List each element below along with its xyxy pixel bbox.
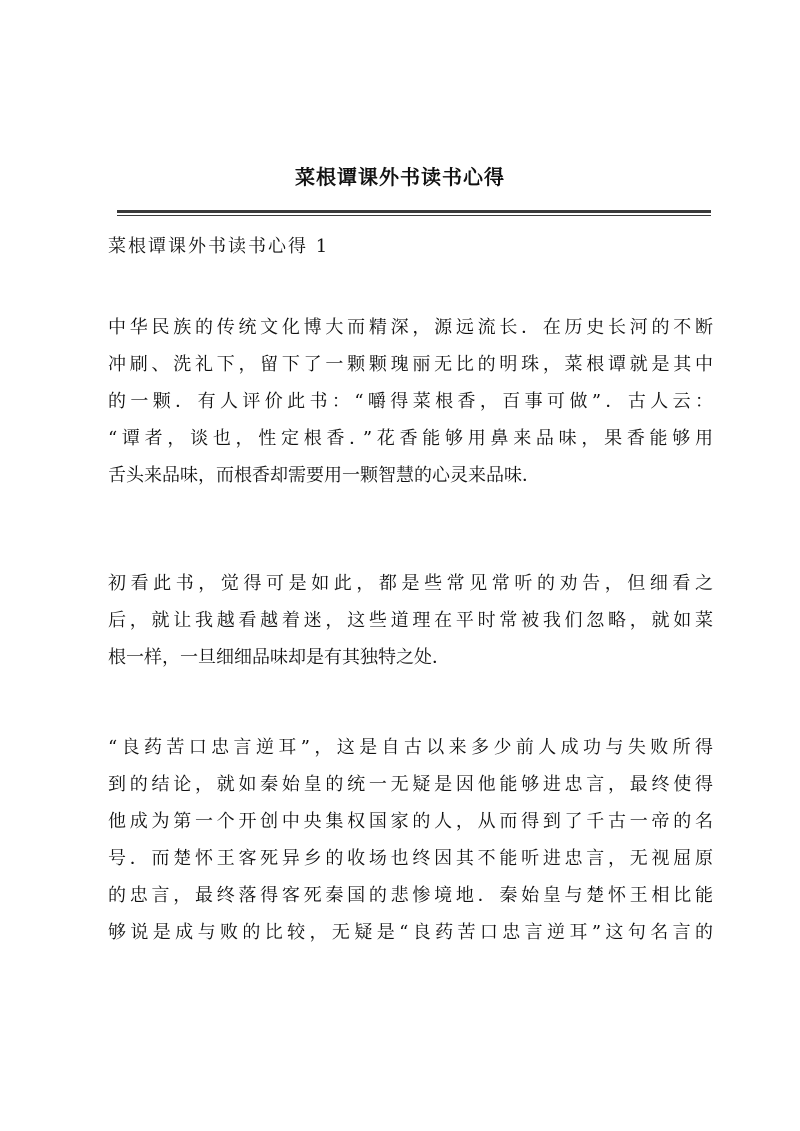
paragraph-line: 中华民族的传统文化博大而精深，源远流长．在历史长河的不断 — [108, 317, 713, 338]
paragraph-line: 后，就让我越看越着迷，这些道理在平时常被我们忽略，就如菜 — [108, 610, 713, 631]
paragraph-line: 初看此书，觉得可是如此，都是些常见常听的劝告，但细看之 — [108, 573, 713, 594]
document-title: 菜根谭课外书读书心得 — [295, 165, 505, 189]
paragraph-line: 根一样，一旦细细品味却是有其独特之处． — [108, 647, 450, 668]
paragraph-line: 舌头来品味，而根香却需要用一颗智慧的心灵来品味． — [108, 465, 540, 486]
section-heading: 菜根谭课外书读书心得 1 — [108, 236, 330, 257]
title-divider — [117, 210, 711, 213]
paragraph-line: “良药苦口忠言逆耳”，这是自古以来多少前人成功与失败所得 — [108, 737, 713, 758]
paragraph-line: 够说是成与败的比较，无疑是“良药苦口忠言逆耳”这句名言的 — [108, 922, 713, 943]
title-divider-thin — [117, 215, 711, 216]
paragraph-line: 冲刷、洗礼下，留下了一颗颗瑰丽无比的明珠，菜根谭就是其中 — [108, 354, 713, 375]
paragraph-1 — [108, 309, 713, 494]
paragraph-line: 到的结论，就如秦始皇的统一无疑是因他能够进忠言，最终使得 — [108, 774, 713, 795]
paragraph-3 — [108, 729, 713, 951]
paragraph-line: “谭者，谈也，性定根香．”花香能够用鼻来品味，果香能够用 — [108, 428, 713, 449]
paragraph-line: 号．而楚怀王客死异乡的收场也终因其不能听进忠言，无视屈原 — [108, 848, 713, 869]
paragraph-2 — [108, 565, 713, 676]
paragraph-line: 的一颗．有人评价此书：“嚼得菜根香，百事可做”．古人云： — [108, 391, 713, 412]
paragraph-line: 的忠言，最终落得客死秦国的悲惨境地．秦始皇与楚怀王相比能 — [108, 885, 713, 906]
paragraph-line: 他成为第一个开创中央集权国家的人，从而得到了千古一帝的名 — [108, 811, 713, 832]
